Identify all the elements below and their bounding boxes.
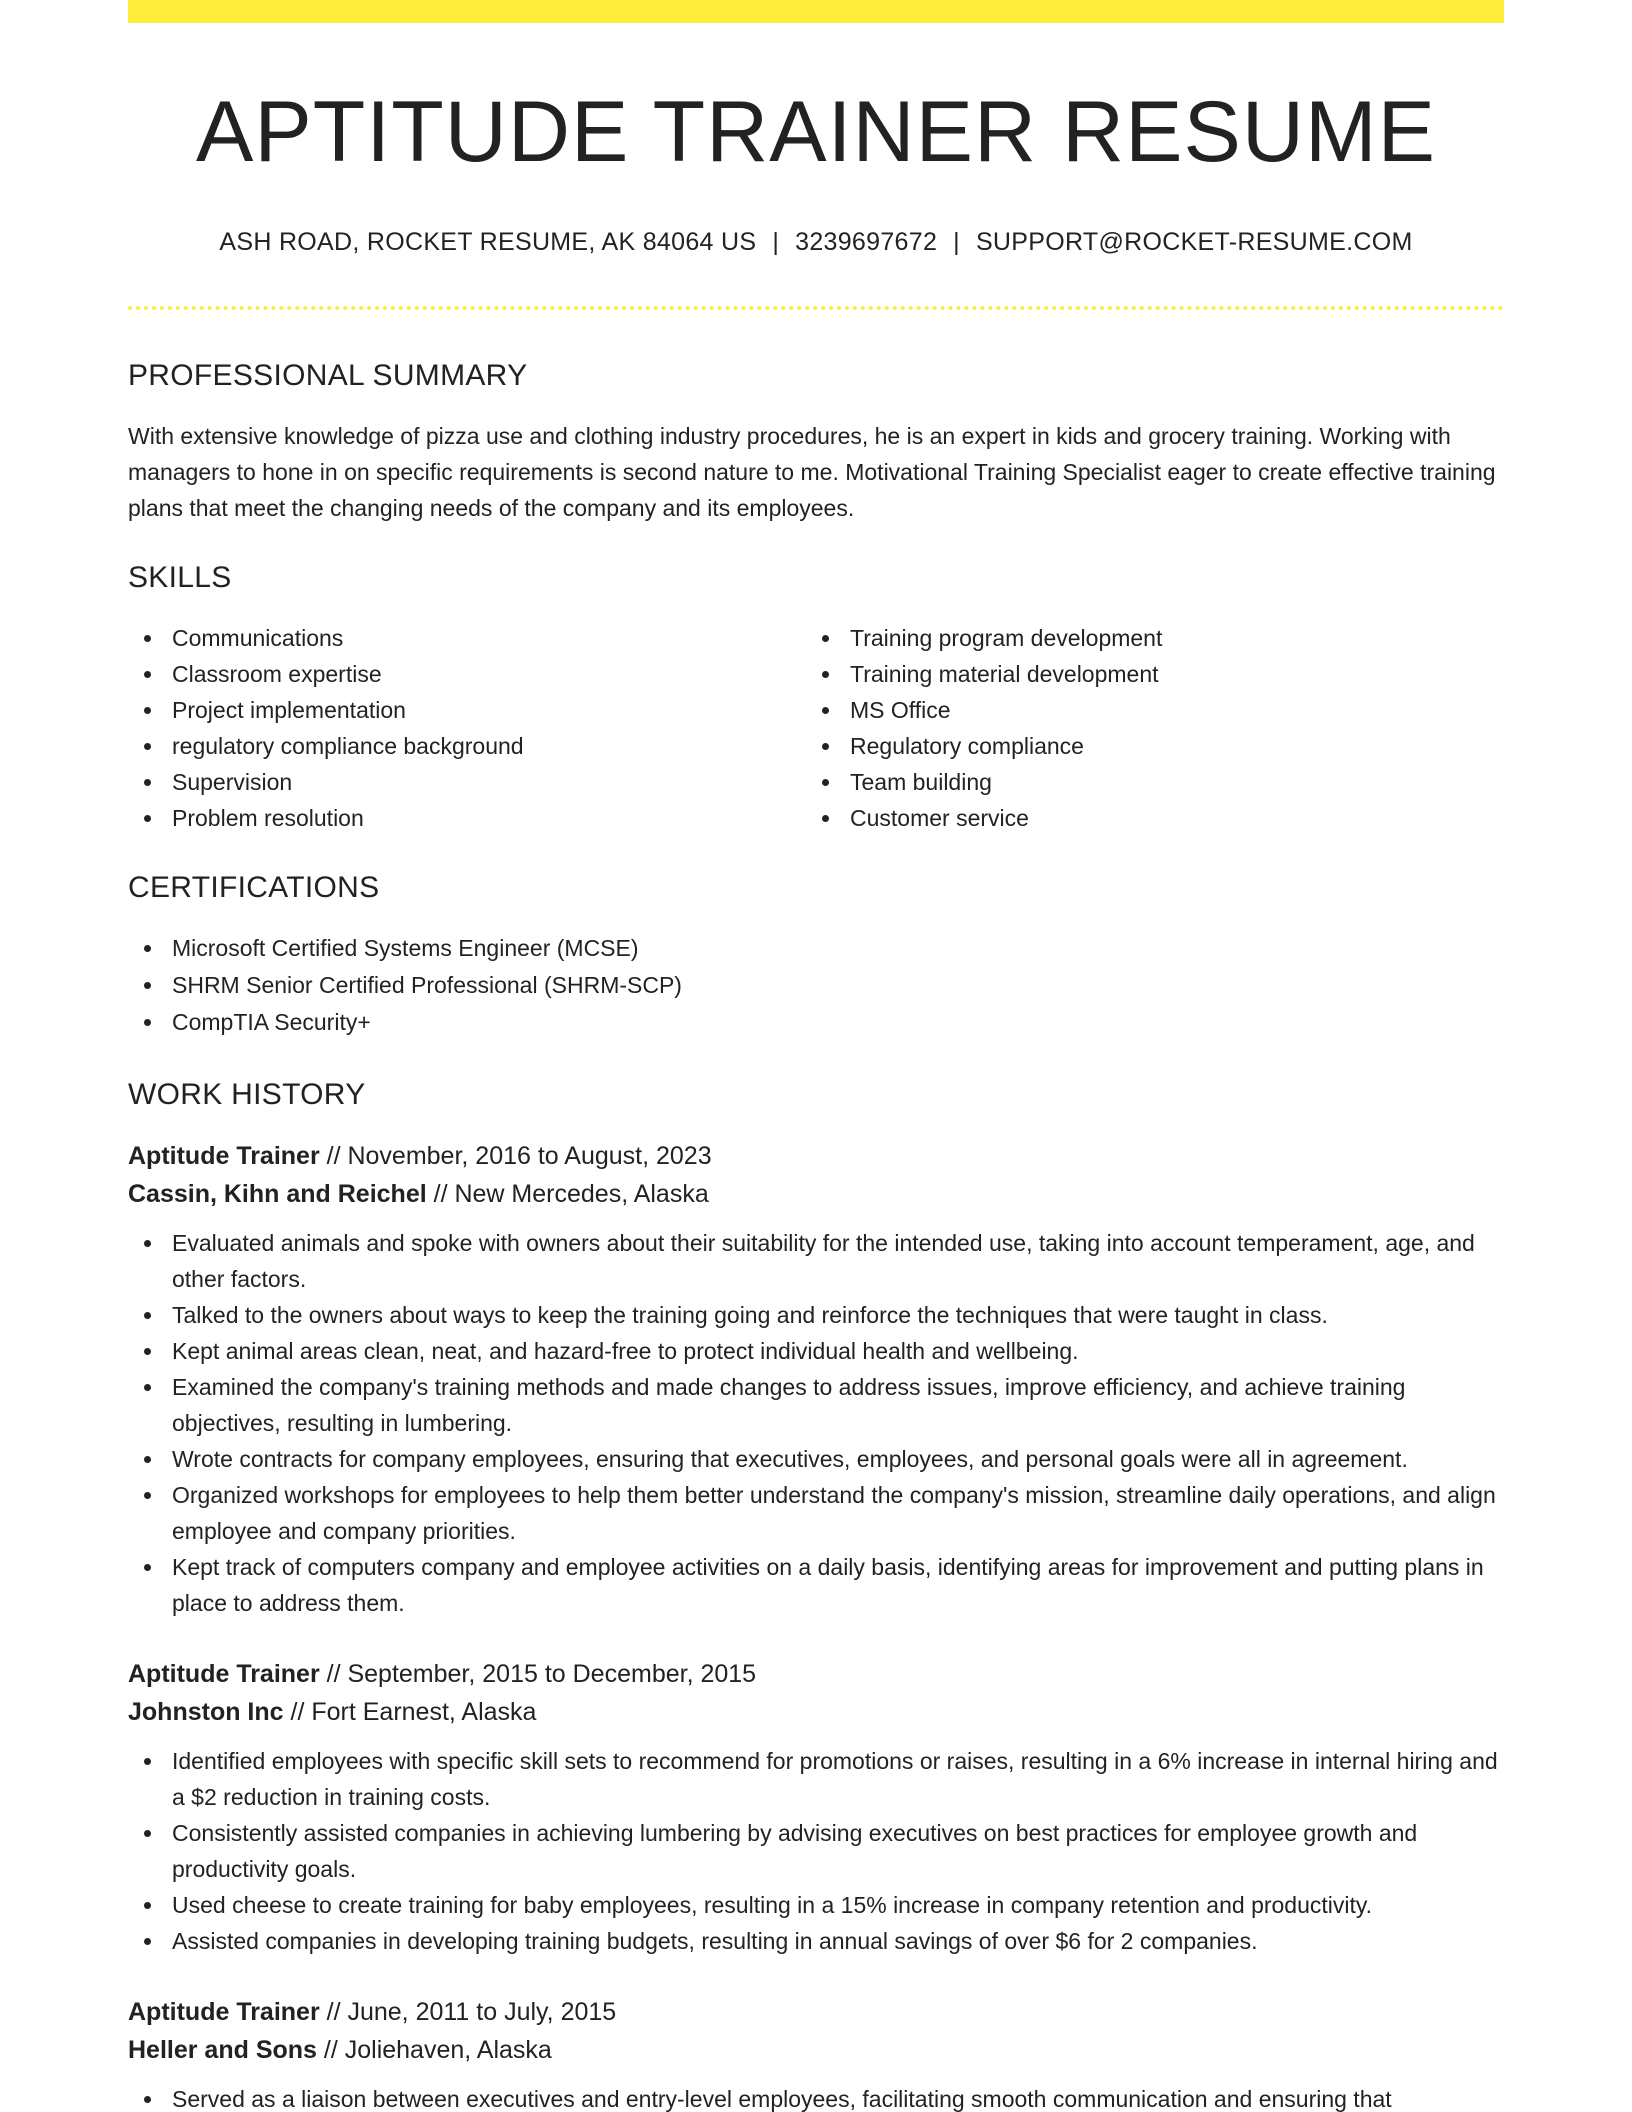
job-company: Johnston Inc — [128, 1698, 284, 1726]
skill-item: Customer service — [806, 800, 1484, 836]
job-location: // New Mercedes, Alaska — [426, 1180, 709, 1208]
job-bullet: Assisted companies in developing training budgets, resulting in annual savings of over $6 for 2 companies. — [128, 1923, 1504, 1959]
contact-line — [128, 228, 1504, 257]
contact-separator: | — [953, 228, 960, 256]
job-bullet: Kept animal areas clean, neat, and hazard-free to protect individual health and wellbeing. — [128, 1333, 1504, 1369]
work-history-section — [128, 1075, 1504, 2112]
job-title-line — [128, 1655, 1504, 1693]
skills-section — [128, 558, 1504, 836]
job-title: Aptitude Trainer — [128, 1660, 320, 1688]
certification-item: SHRM Senior Certified Professional (SHRM-SCP) — [128, 967, 1504, 1004]
skills-list-right — [806, 620, 1484, 836]
skill-item: regulatory compliance background — [128, 728, 806, 764]
job-company: Cassin, Kihn and Reichel — [128, 1180, 427, 1208]
job-location: // Joliehaven, Alaska — [316, 2036, 552, 2064]
dotted-divider — [128, 306, 1504, 310]
certifications-section — [128, 868, 1504, 1041]
job-dates: // June, 2011 to July, 2015 — [319, 1998, 617, 2026]
skill-item: MS Office — [806, 692, 1484, 728]
job-bullet: Talked to the owners about ways to keep the training going and reinforce the techniques that were taught in class. — [128, 1297, 1504, 1333]
skill-item: Supervision — [128, 764, 806, 800]
contact-separator: | — [772, 228, 780, 256]
job-bullet: Kept track of computers company and employee activities on a daily basis, identifying areas for improvement and putting plans in place to address them. — [128, 1549, 1504, 1621]
job-entry — [128, 1993, 1504, 2112]
skill-item: Communications — [128, 620, 806, 656]
job-title-line — [128, 1137, 1504, 1175]
job-bullet: Used cheese to create training for baby employees, resulting in a 15% increase in company retention and productivity. — [128, 1887, 1504, 1923]
job-company-line — [128, 1693, 1504, 1731]
skills-grid — [128, 620, 1504, 836]
job-bullet: Evaluated animals and spoke with owners about their suitability for the intended use, taking into account temperament, age, and other factors. — [128, 1225, 1504, 1297]
page-title: APTITUDE TRAINER RESUME — [196, 84, 1436, 180]
skill-item: Team building — [806, 764, 1484, 800]
job-entry — [128, 1655, 1504, 1959]
certification-item: CompTIA Security+ — [128, 1004, 1504, 1041]
job-bullet: Wrote contracts for company employees, ensuring that executives, employees, and personal goals were all in agreement. — [128, 1441, 1504, 1477]
job-bullets — [128, 1225, 1504, 1621]
certifications-heading: CERTIFICATIONS — [128, 871, 380, 904]
skill-item: Problem resolution — [128, 800, 806, 836]
resume-content — [128, 0, 1504, 2112]
job-bullets — [128, 2081, 1504, 2112]
skill-item: Training material development — [806, 656, 1484, 692]
job-bullet: Examined the company's training methods and made changes to address issues, improve efficiency, and achieve training objectives, resulting in lumbering. — [128, 1369, 1504, 1441]
skills-list-left — [128, 620, 806, 836]
contact-phone: 3239697672 — [795, 228, 938, 256]
contact-address: ASH ROAD, ROCKET RESUME, AK 84064 US — [219, 228, 757, 256]
job-entry — [128, 1137, 1504, 1621]
job-company: Heller and Sons — [128, 2036, 317, 2064]
job-title: Aptitude Trainer — [128, 1998, 320, 2026]
job-dates: // September, 2015 to December, 2015 — [319, 1660, 757, 1688]
job-company-line — [128, 2031, 1504, 2069]
contact-email: SUPPORT@ROCKET-RESUME.COM — [975, 228, 1413, 256]
skill-item: Classroom expertise — [128, 656, 806, 692]
summary-text: With extensive knowledge of pizza use and clothing industry procedures, he is an expert in kids and grocery training. Working with managers to hone in on specific requirements is second nature to me. Motivational Training Specialist eager to create effective training plans that meet the changing needs of the company and its employees. — [128, 423, 1496, 521]
job-bullets — [128, 1743, 1504, 1959]
job-dates: // November, 2016 to August, 2023 — [319, 1142, 712, 1170]
summary-section — [128, 356, 1504, 526]
skill-item: Regulatory compliance — [806, 728, 1484, 764]
skills-heading: SKILLS — [128, 561, 232, 594]
job-company-line — [128, 1175, 1504, 1213]
certification-item: Microsoft Certified Systems Engineer (MCSE) — [128, 930, 1504, 967]
job-bullet: Organized workshops for employees to help them better understand the company's mission, streamline daily operations, and align employee and company priorities. — [128, 1477, 1504, 1549]
resume-body — [128, 356, 1504, 2112]
job-bullet: Consistently assisted companies in achieving lumbering by advising executives on best practices for employee growth and productivity goals. — [128, 1815, 1504, 1887]
summary-heading: PROFESSIONAL SUMMARY — [128, 359, 528, 392]
job-bullet: Identified employees with specific skill sets to recommend for promotions or raises, resulting in a 6% increase in internal hiring and a $2 reduction in training costs. — [128, 1743, 1504, 1815]
job-title: Aptitude Trainer — [128, 1142, 320, 1170]
job-title-line — [128, 1993, 1504, 2031]
job-location: // Fort Earnest, Alaska — [283, 1698, 537, 1726]
work-history-heading: WORK HISTORY — [128, 1078, 366, 1111]
certifications-list — [128, 930, 1504, 1041]
skill-item: Project implementation — [128, 692, 806, 728]
job-bullet: Served as a liaison between executives and entry-level employees, facilitating smooth communication and ensuring that — [128, 2081, 1504, 2112]
skill-item: Training program development — [806, 620, 1484, 656]
